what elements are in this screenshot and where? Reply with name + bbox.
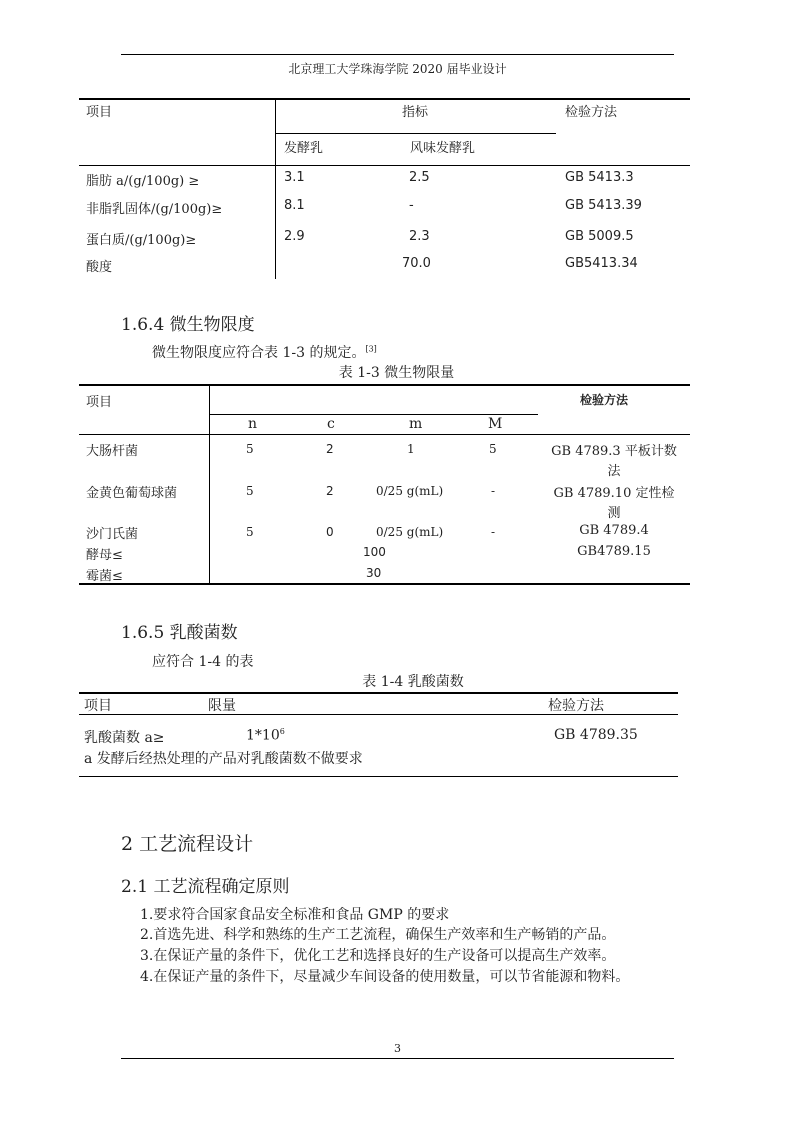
table1-sub-fermented: 发酵乳 xyxy=(284,141,324,156)
table2-row-item: 大肠杆菌 xyxy=(86,444,139,459)
table1-row-value-a: 2.9 xyxy=(284,229,305,244)
table1-header-indicator: 指标 xyxy=(402,105,429,120)
table2-row-M: - xyxy=(491,525,496,539)
table2-row-m: 0/25 g(mL) xyxy=(376,525,444,539)
table2-row-method: GB 4789.10 定性检 xyxy=(553,486,675,501)
table1-row-item: 非脂乳固体/(g/100g)≥ xyxy=(86,202,223,217)
table2-head-rule xyxy=(79,434,690,435)
table2-row-n: 5 xyxy=(246,442,254,456)
table2-sub-m: m xyxy=(409,416,423,432)
list-item: 3.在保证产量的条件下，优化工艺和选择良好的生产设备可以提高生产效率。 xyxy=(140,948,616,964)
table2-sub-M: M xyxy=(488,416,503,432)
table3-header-item: 项目 xyxy=(84,698,112,714)
section-heading-2: 2 工艺流程设计 xyxy=(121,833,254,855)
table2-row-merged-value: 100 xyxy=(363,545,386,559)
table1-row-item: 蛋白质/(g/100g)≥ xyxy=(86,233,197,248)
section-heading-1-6-5: 1.6.5 乳酸菌数 xyxy=(121,623,238,643)
table2-row-M: 5 xyxy=(489,442,497,456)
table2-row-c: 0 xyxy=(326,525,334,539)
section-heading-1-6-4: 1.6.4 微生物限度 xyxy=(121,315,255,335)
table2-row-method: GB 4789.4 xyxy=(579,523,649,538)
table2-row-method: GB4789.15 xyxy=(577,544,651,559)
table1-row-method: GB 5413.39 xyxy=(565,198,642,213)
page-number: 3 xyxy=(394,1042,401,1055)
table1-row-method: GB 5009.5 xyxy=(565,229,634,244)
table1-row-value-a: 3.1 xyxy=(284,170,305,185)
table2-row-n: 5 xyxy=(246,525,254,539)
table2-header-item: 项目 xyxy=(86,395,113,410)
footer-rule xyxy=(121,1058,674,1059)
table2-sub-c: c xyxy=(327,416,335,432)
table2-row-item: 沙门氏菌 xyxy=(86,527,139,542)
table3-row-value-exponent: 6 xyxy=(279,727,285,736)
table1-row-value-a: 8.1 xyxy=(284,198,305,213)
table2-row-item: 酵母≤ xyxy=(86,548,123,563)
table1-row-method: GB5413.34 xyxy=(565,256,638,271)
paragraph-text: 微生物限度应符合表 1-3 的规定。 xyxy=(152,345,366,361)
table1-divider xyxy=(275,99,276,279)
table2-row-m: 0/25 g(mL) xyxy=(376,484,444,498)
table2-row-n: 5 xyxy=(246,484,254,498)
table2-row-method-cont: 法 xyxy=(607,464,621,479)
table1-head-rule xyxy=(79,165,690,166)
table2-top-rule xyxy=(79,384,690,386)
table2-header-method: 检验方法 xyxy=(580,393,629,407)
citation-ref[interactable]: [3] xyxy=(365,344,377,354)
table2-row-method: GB 4789.3 平板计数 xyxy=(551,444,677,459)
table1-sub-flavored: 风味发酵乳 xyxy=(410,141,476,156)
table-caption-1-4: 表 1-4 乳酸菌数 xyxy=(362,674,464,690)
table1-header-item: 项目 xyxy=(86,105,113,120)
table1-top-rule xyxy=(79,98,690,100)
table2-bottom-rule xyxy=(79,583,690,585)
table2-row-method-cont: 测 xyxy=(607,506,621,521)
table1-sub-rule xyxy=(275,133,556,134)
table2-sub-rule xyxy=(209,414,538,415)
page-header: 北京理工大学珠海学院 2020 届毕业设计 xyxy=(288,62,507,76)
table2-row-m: 1 xyxy=(407,442,415,456)
table3-top-rule xyxy=(79,692,678,694)
header-rule xyxy=(121,54,674,55)
table3-row-value xyxy=(246,727,285,744)
table2-row-merged-value: 30 xyxy=(366,566,382,580)
table3-note: a 发酵后经热处理的产品对乳酸菌数不做要求 xyxy=(84,751,363,767)
table1-row-value-b: - xyxy=(409,198,414,213)
table2-row-M: - xyxy=(491,484,496,498)
table3-header-method: 检验方法 xyxy=(548,698,604,714)
table3-row-method: GB 4789.35 xyxy=(554,727,638,743)
table3-row-value-base: 1*10 xyxy=(246,727,280,744)
table1-row-value-b: 2.5 xyxy=(409,170,430,185)
paragraph-lactic: 应符合 1-4 的表 xyxy=(152,654,254,670)
table3-header-limit: 限量 xyxy=(208,698,236,714)
table2-sub-n: n xyxy=(248,416,258,432)
table3-bottom-rule xyxy=(79,776,678,777)
table1-row-method: GB 5413.3 xyxy=(565,170,634,185)
table-caption-1-3: 表 1-3 微生物限量 xyxy=(338,365,455,381)
table1-row-item: 脂肪 a/(g/100g) ≥ xyxy=(86,174,200,189)
table2-row-item: 金黄色葡萄球菌 xyxy=(86,486,178,501)
list-item: 2.首选先进、科学和熟练的生产工艺流程，确保生产效率和生产畅销的产品。 xyxy=(140,927,616,943)
table3-row-item: 乳酸菌数 a≥ xyxy=(84,730,165,746)
list-item: 4.在保证产量的条件下，尽量减少车间设备的使用数量，可以节省能源和物料。 xyxy=(140,969,630,985)
table1-header-method: 检验方法 xyxy=(565,105,618,120)
paragraph-microbe-limit xyxy=(152,342,377,362)
table1-row-item: 酸度 xyxy=(86,260,113,275)
table2-row-item: 霉菌≤ xyxy=(86,569,123,584)
table2-row-c: 2 xyxy=(326,484,334,498)
table1-row-value-b: 2.3 xyxy=(409,229,430,244)
table1-row-merged-value: 70.0 xyxy=(402,256,431,271)
section-heading-2-1: 2.1 工艺流程确定原则 xyxy=(121,877,290,897)
list-item: 1.要求符合国家食品安全标准和食品 GMP 的要求 xyxy=(140,907,450,923)
table2-row-c: 2 xyxy=(326,442,334,456)
